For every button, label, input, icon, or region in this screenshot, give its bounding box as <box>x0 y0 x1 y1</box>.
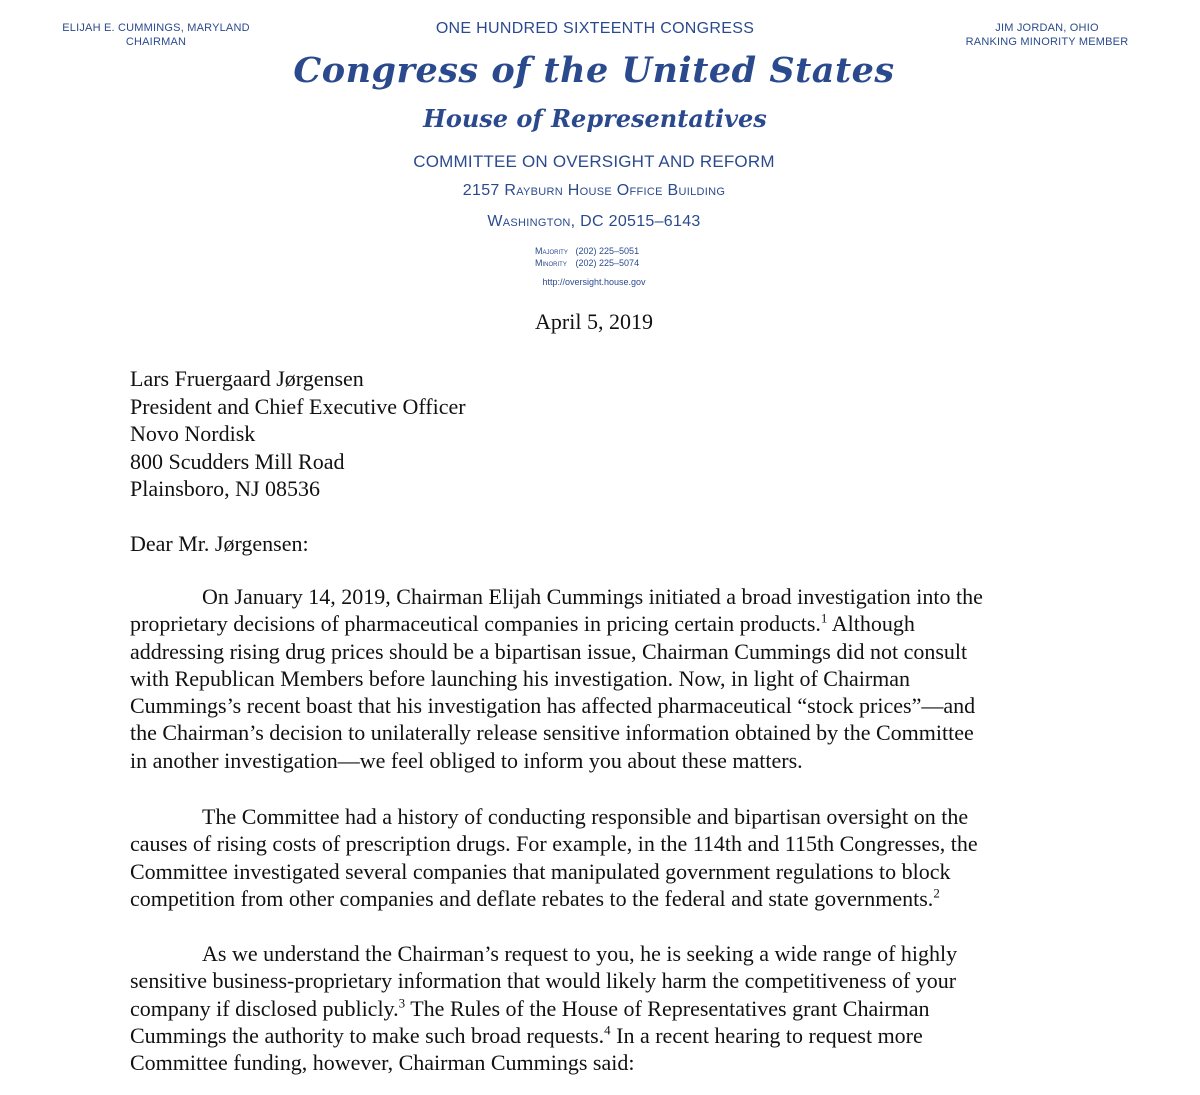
addressee-line: 800 Scudders Mill Road <box>130 448 345 474</box>
text-span: The Rules of the House of Representatives grant Chairman <box>405 995 930 1021</box>
text-span: In a recent hearing to request more <box>610 1022 923 1048</box>
congress-number: ONE HUNDRED SIXTEENTH CONGRESS <box>435 20 755 37</box>
text-span: company if disclosed publicly. <box>130 995 399 1021</box>
text-line: the Chairman’s decision to unilaterally release sensitive information obtained by the Committee <box>130 720 974 746</box>
majority-phone-row <box>535 245 639 257</box>
text-line: Cummings’s recent boast that his investigation has affected pharmaceutical “stock prices”—and <box>130 693 976 719</box>
chairman-title: CHAIRMAN <box>125 36 187 48</box>
addressee-line: Plainsboro, NJ 08536 <box>130 476 321 501</box>
committee-name: COMMITTEE ON OVERSIGHT AND REFORM <box>413 152 775 171</box>
text-line: Committee funding, however, Chairman Cummings said: <box>130 1050 635 1076</box>
text-line: As we understand the Chairman’s request to you, he is seeking a wide range of highly <box>202 941 958 966</box>
phone-numbers <box>535 245 639 269</box>
addressee-line: Novo Nordisk <box>130 421 256 446</box>
address-line-1: 2157 Rayburn House Office Building <box>462 182 726 199</box>
majority-phone: (202) 225–5051 <box>575 246 640 256</box>
minority-label: Minority <box>535 258 567 268</box>
text-line <box>130 885 1045 912</box>
letterhead-title: Congress of the United States <box>293 50 895 91</box>
text-line <box>130 1022 1045 1049</box>
text-span: Cummings the authority to make such broad requests. <box>130 1022 605 1048</box>
addressee-line: President and Chief Executive Officer <box>130 393 466 419</box>
address-line-2: Washington, DC 20515–6143 <box>487 213 701 230</box>
chairman-name: ELIJAH E. CUMMINGS, MARYLAND <box>62 22 250 34</box>
text-span: competition from other companies and deflate rebates to the federal and state governments. <box>130 885 934 911</box>
paragraph-1 <box>130 583 1045 774</box>
text-span: proprietary decisions of pharmaceutical companies in pricing certain products. <box>130 611 821 637</box>
paragraph-2 <box>130 803 1045 912</box>
addressee-block <box>130 365 466 503</box>
text-line: Committee investigated several companies that manipulated government regulations to block <box>130 858 951 884</box>
salutation: Dear Mr. Jørgensen: <box>130 531 309 556</box>
text-line: The Committee had a history of conducting responsible and bipartisan oversight on the <box>202 804 969 829</box>
footnote-ref: 1 <box>820 610 828 626</box>
text-line: causes of rising costs of prescription drugs. For example, in the 114th and 115th Congresses, the <box>130 831 978 857</box>
majority-label: Majority <box>535 246 568 256</box>
footnote-ref: 2 <box>933 885 940 901</box>
footnote-ref: 4 <box>604 1022 611 1038</box>
text-line: with Republican Members before launching his investigation. Now, in light of Chairman <box>130 665 911 691</box>
text-line <box>130 610 1045 637</box>
letter-date: April 5, 2019 <box>535 309 653 334</box>
ranking-member-name: JIM JORDAN, OHIO <box>995 22 1099 34</box>
text-line: sensitive business-proprietary information that would likely harm the competitiveness of your <box>130 968 957 994</box>
ranking-member-title: RANKING MINORITY MEMBER <box>965 36 1129 48</box>
paragraph-3 <box>130 940 1045 1076</box>
text-span: Although <box>827 611 915 637</box>
text-line: On January 14, 2019, Chairman Elijah Cummings initiated a broad investigation into the <box>202 584 983 609</box>
minority-phone: (202) 225–5074 <box>575 258 640 268</box>
text-line <box>130 995 1045 1022</box>
text-line: in another investigation—we feel obliged to inform you about these matters. <box>130 747 803 773</box>
letterhead-subtitle: House of Representatives <box>423 104 767 133</box>
addressee-line: Lars Fruergaard Jørgensen <box>130 366 364 391</box>
text-line: addressing rising drug prices should be a bipartisan issue, Chairman Cummings did not consult <box>130 638 968 664</box>
minority-phone-row <box>535 257 639 269</box>
website-url: http://oversight.house.gov <box>542 277 646 287</box>
footnote-ref: 3 <box>398 995 406 1011</box>
